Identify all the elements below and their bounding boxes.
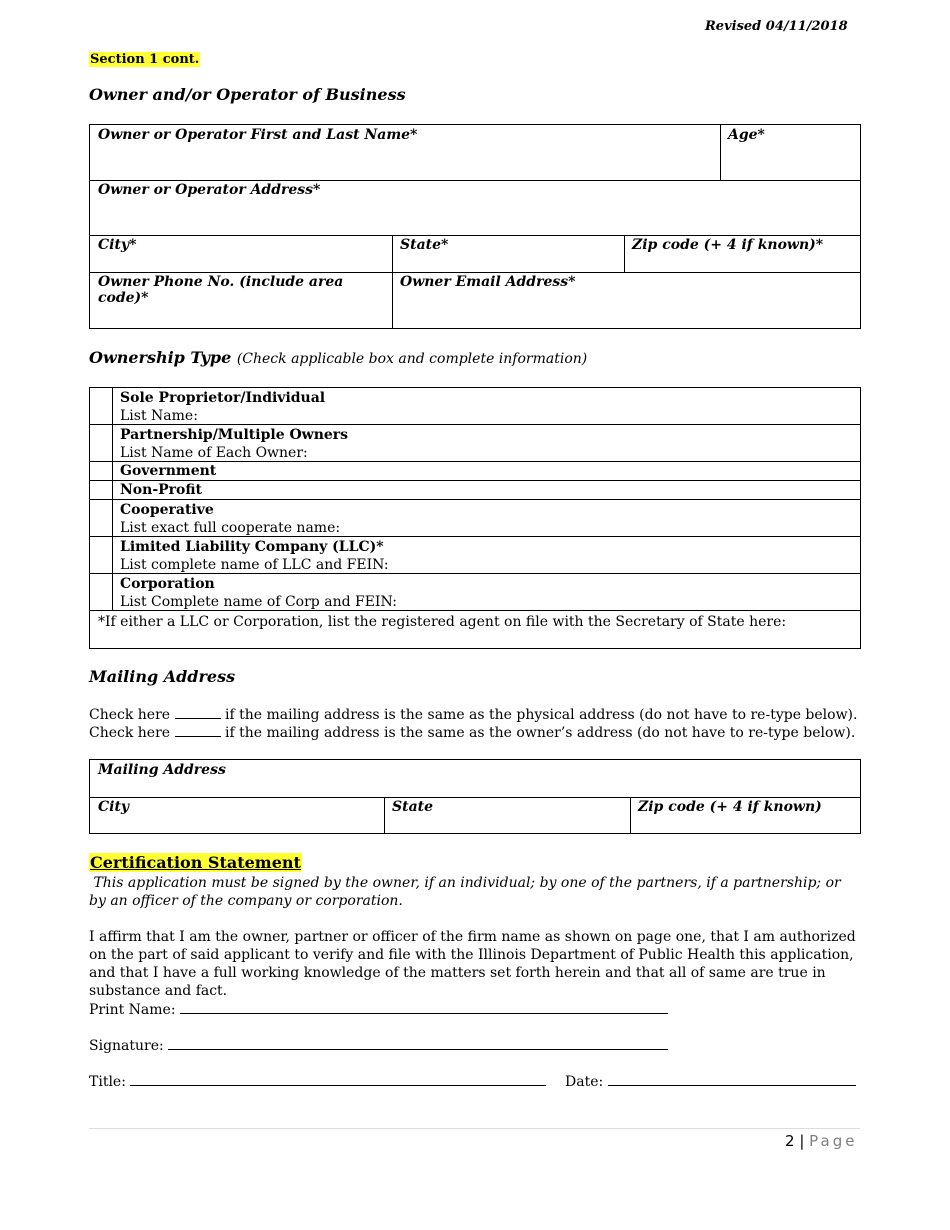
mailing-zip-label: Zip code (+ 4 if known) [638,799,822,815]
option-detail: List Complete name of Corp and FEIN: [120,594,397,610]
ownership-type-heading: Ownership Type [89,348,232,367]
print-name-label: Print Name: [89,1002,176,1018]
option-label: Government [120,463,217,479]
checkbox-non-profit[interactable] [90,481,112,499]
option-label: Limited Liability Company (LLC)* [120,539,384,555]
mailing-address-table [89,759,861,834]
checkbox-corporation[interactable] [90,574,112,610]
mailing-city-field[interactable] [90,797,384,833]
check-same-owner [89,724,855,741]
ownership-option-partnership [90,425,860,461]
registered-agent-field[interactable] [90,611,860,648]
ownership-option-sole-proprietor [90,388,860,424]
page-word: Page [809,1132,858,1150]
mailing-zip-field[interactable] [630,797,860,833]
page-separator: | [799,1132,805,1150]
ownership-type-table [89,387,861,649]
title-line [89,1073,546,1090]
owner-age-field[interactable] [720,125,860,180]
owner-address-field[interactable] [90,180,860,235]
mailing-state-label: State [392,799,434,815]
mailing-state-field[interactable] [384,797,630,833]
ownership-option-corporation [90,574,860,610]
title-label: Title: [89,1074,126,1090]
owner-state-label: State* [400,237,449,253]
signature-line [89,1037,668,1054]
owner-zip-field[interactable] [624,235,860,272]
page-number [785,1132,858,1150]
option-label: Sole Proprietor/Individual [120,390,326,406]
signature-input[interactable] [168,1037,668,1050]
option-detail: List complete name of LLC and FEIN: [120,557,389,573]
ownership-option-government [90,462,860,480]
option-label: Corporation [120,576,215,592]
owner-phone-field[interactable] [90,272,392,328]
ownership-type-subtitle: (Check applicable box and complete information) [236,351,588,367]
revised-date: Revised 04/11/2018 [705,19,848,34]
owner-state-field[interactable] [392,235,624,272]
checkbox-cooperative[interactable] [90,500,112,536]
ownership-option-non-profit [90,481,860,499]
check-prefix: Check here [89,725,171,741]
owner-address-label: Owner or Operator Address* [98,182,321,198]
checkbox-llc[interactable] [90,537,112,573]
section-badge: Section 1 cont. [90,52,200,67]
owner-zip-label: Zip code (+ 4 if known)* [632,237,824,253]
owner-email-field[interactable] [392,272,860,328]
date-label: Date: [565,1074,604,1090]
mailing-section-title: Mailing Address [89,667,236,686]
date-input[interactable] [608,1073,856,1086]
checkbox-sole-proprietor[interactable] [90,388,112,424]
signature-label: Signature: [89,1038,164,1054]
date-line [565,1073,856,1090]
owner-city-field[interactable] [90,235,392,272]
check-blank-owner[interactable] [175,724,221,737]
ownership-option-llc [90,537,860,573]
option-detail: List exact full cooperate name: [120,520,341,536]
ownership-type-title [89,348,587,367]
owner-name-label: Owner or Operator First and Last Name* [98,127,418,143]
certification-affirmation: I affirm that I am the owner, partner or officer of the firm name as shown on page one, that I am authorized on the part of said applicant to verify and file with the Illinois Department of Public Health this application, and that I have a full working knowledge of the matters set forth herein and that all of same are true in substance and fact. [89,929,856,999]
check-physical-text: if the mailing address is the same as the physical address (do not have to re-type below). [224,707,858,723]
owner-section-title: Owner and/or Operator of Business [89,85,406,104]
print-name-line [89,1001,668,1018]
print-name-input[interactable] [180,1001,668,1014]
checkbox-partnership[interactable] [90,425,112,461]
owner-name-field[interactable] [90,125,720,180]
certification-title: Certification Statement [90,853,301,872]
option-label: Non-Profit [120,482,203,498]
check-owner-text: if the mailing address is the same as the owner’s address (do not have to re-type below). [224,725,856,741]
owner-age-label: Age* [728,127,765,143]
option-label: Partnership/Multiple Owners [120,427,349,443]
option-detail: List Name of Each Owner: [120,445,308,461]
owner-info-table [89,124,861,329]
registered-agent-note: *If either a LLC or Corporation, list the registered agent on file with the Secretary of State here: [98,614,787,630]
footer-rule [89,1128,860,1129]
option-detail: List Name: [120,408,198,424]
title-input[interactable] [130,1073,546,1086]
mailing-city-label: City [98,799,130,815]
check-prefix: Check here [89,707,171,723]
owner-phone-label: Owner Phone No. (include area code)* [98,274,344,306]
check-same-physical [89,706,857,723]
check-blank-physical[interactable] [175,706,221,719]
mailing-address-label: Mailing Address [98,762,226,778]
owner-city-label: City* [98,237,137,253]
ownership-option-cooperative [90,500,860,536]
certification-instruction: This application must be signed by the owner, if an individual; by one of the partners, if a partnership; or by an officer of the company or corporation. [89,875,846,909]
owner-email-label: Owner Email Address* [400,274,576,290]
option-label: Cooperative [120,502,214,518]
mailing-address-field[interactable] [90,760,860,797]
page-number-value: 2 [785,1132,795,1150]
checkbox-government[interactable] [90,462,112,480]
